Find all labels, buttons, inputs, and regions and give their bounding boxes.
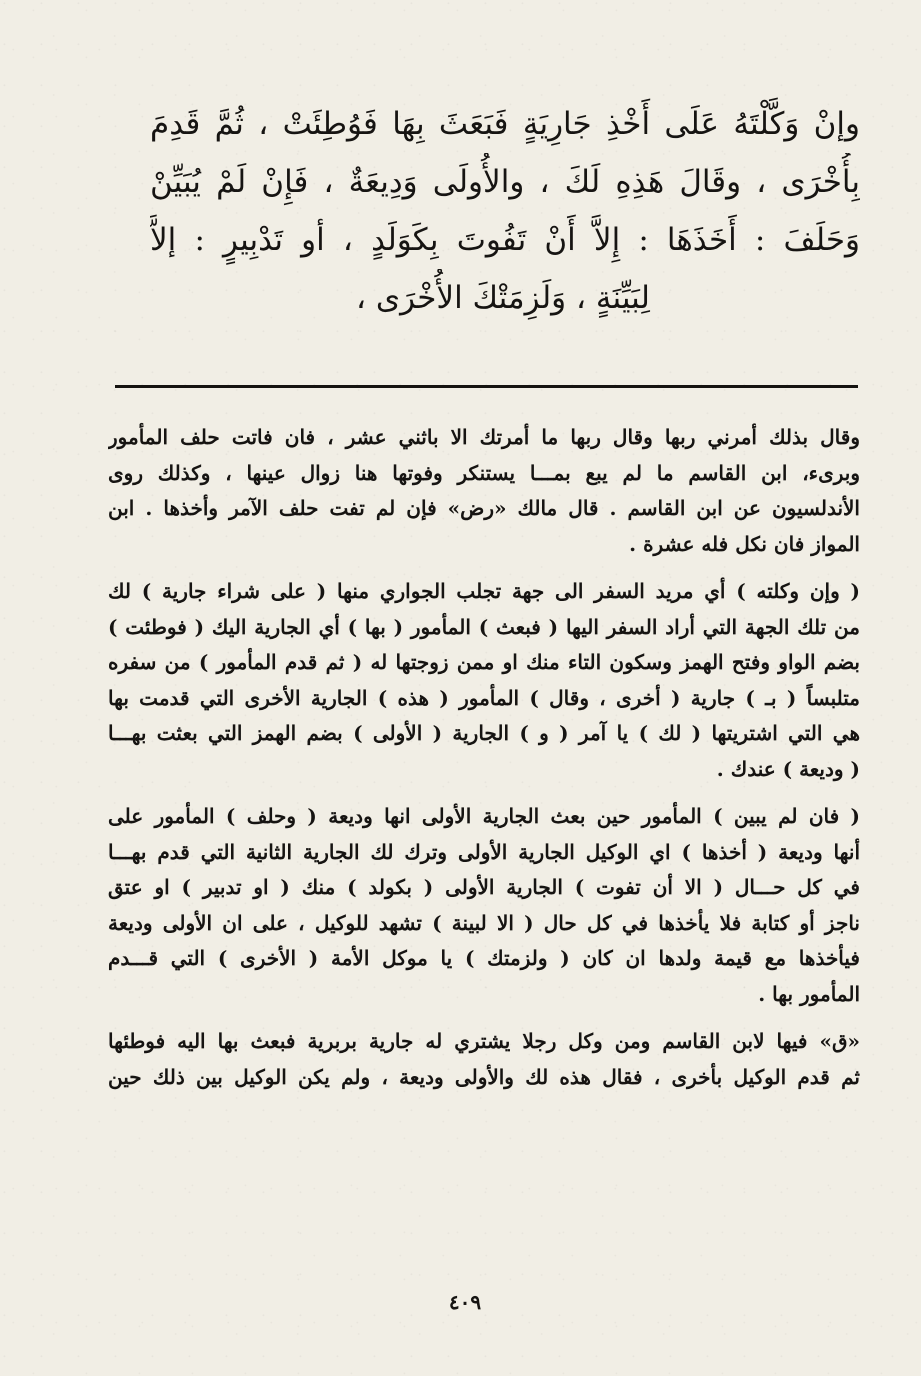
commentary-line: ثم قدم الوكيل بأخرى ، فقال هذه لك والأولى وديعة ، ولم يكن الوكيل بين ذلك حين	[108, 1064, 860, 1089]
commentary-paragraph	[108, 574, 860, 787]
commentary-paragraph	[108, 799, 860, 1012]
matn-line: وإنْ وَكَّلْتَهُ عَلَى أَخْذِ جَارِيَةٍ فَبَعَثَ بِهَا فَوُطِئَتْ ، ثُمَّ قَدِمَ	[150, 106, 860, 142]
commentary-line: ( وإن وكلته ) أي مريد السفر الى جهة تجلب الجواري منها ( على شراء جارية ) لك	[108, 579, 860, 603]
paragraph-gap	[108, 787, 860, 799]
commentary-line: متلبساً ( بـ ) جارية ( أخرى ، وقال ) المأمور ( هذه ) الجارية الأخرى التي قدمت بها	[108, 685, 860, 710]
commentary-line: فيأخذها مع قيمة ولدها ان كان ( ولزمتك ) يا موكل الأمة ( الأخرى ) التي قـــدم	[108, 946, 860, 970]
paragraph-gap	[108, 562, 860, 574]
commentary-line: المأمور بها .	[758, 981, 860, 1006]
commentary-line: «ق» فيها لابن القاسم ومن وكل رجلا يشتري له جارية بربرية فبعث بها اليه فوطئها	[108, 1029, 860, 1053]
matn-line: وَحَلَفَ : أَخَذَهَا : إِلاَّ أَنْ تَفُوتَ بِكَوَلَدٍ ، أو تَدْبِيرٍ : إلاَّ	[150, 222, 860, 258]
commentary-line: الأندلسيون عن ابن القاسم . قال مالك «رض» فإن لم تفت حلف الآمر وأخذها . ابن	[108, 496, 860, 520]
matn-text-block	[150, 95, 860, 327]
commentary-paragraph	[108, 420, 860, 562]
commentary-line: ( فان لم يبين ) المأمور حين بعث الجارية الأولى انها وديعة ( وحلف ) المأمور على	[108, 804, 860, 828]
commentary-text-block	[108, 420, 860, 1095]
commentary-line: أنها وديعة ( أخذها ) اي الوكيل الجارية الأولى وترك لك الجارية الثانية التي قدم بهـــا	[108, 839, 860, 864]
commentary-line: ( وديعة ) عندك .	[716, 756, 860, 781]
commentary-line: المواز فان نكل فله عشرة .	[629, 531, 860, 556]
commentary-paragraph	[108, 1024, 860, 1095]
commentary-line: من تلك الجهة التي أراد السفر اليها ( فبعث ) المأمور ( بها ) أي الجارية اليك ( فوطئت )	[108, 614, 860, 639]
commentary-line: في كل حـــال ( الا أن تفوت ) الجارية الأولى ( بكولد ) منك ( او تدبير ) او عتق	[108, 875, 860, 899]
matn-line: بِأُخْرَى ، وقَالَ هَذِهِ لَكَ ، والأُولَى وَدِيعَةٌ ، فَإِنْ لَمْ يُبَيِّنْ	[150, 164, 860, 200]
separator-rule	[115, 385, 858, 388]
page-number: ٤٠٩	[448, 1290, 482, 1314]
commentary-line: بضم الواو وفتح الهمز وسكون التاء منك او ممن زوجتها له ( ثم قدم المأمور ) من سفره	[108, 650, 860, 674]
paragraph-gap	[108, 1012, 860, 1024]
matn-line: لِبَيِّنَةٍ ، وَلَزِمَتْكَ الأُخْرَى ،	[356, 280, 650, 316]
commentary-line: وقال بذلك أمرني ربها وقال ربها ما أمرتك الا باثني عشر ، فان فاتت حلف المأمور	[108, 425, 860, 449]
commentary-line: ناجز أو كتابة فلا يأخذها في كل حال ( الا لبينة ) تشهد للوكيل ، على ان الأولى وديعة	[108, 910, 860, 935]
commentary-line: وبرىء، ابن القاسم ما لم يبع بمـــا يستنكر وفوتها هنا زوال عينها ، وكذلك روى	[108, 460, 860, 485]
commentary-line: هي التي اشتريتها ( لك ) يا آمر ( و ) الجارية ( الأولى ) بضم الهمز التي بعثت بهـــا	[108, 721, 860, 745]
